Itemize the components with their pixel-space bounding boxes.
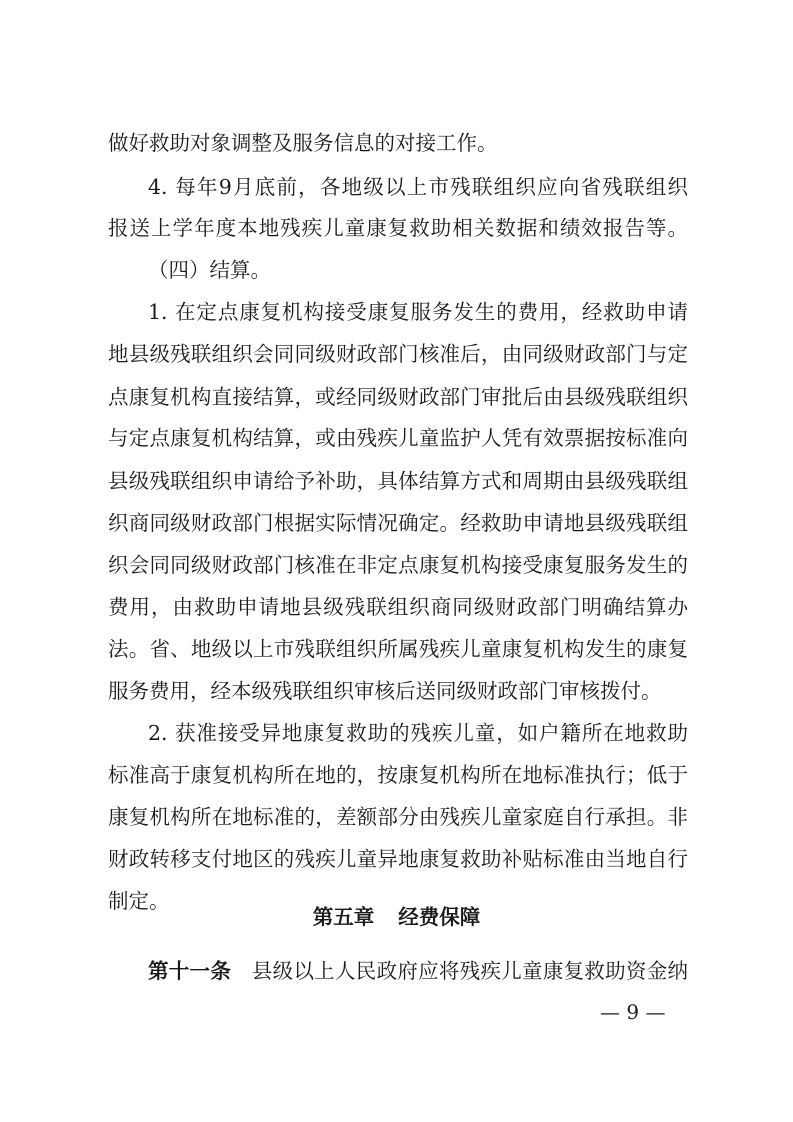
chapter-heading [0, 902, 793, 932]
text-line: 织会同同级财政部门核准在非定点康复机构接受康复服务发生的 [108, 553, 688, 577]
text-line: 标准高于康复机构所在地的，按康复机构所在地标准执行；低于 [108, 763, 688, 787]
text-line: 县级残联组织申请给予补助，具体结算方式和周期由县级残联组 [108, 469, 688, 493]
text-line: 做好救助对象调整及服务信息的对接工作。 [108, 131, 498, 155]
chapter-title: 经费保障 [398, 905, 481, 929]
text-line: 2. 获准接受异地康复救助的残疾儿童，如户籍所在地救助 [148, 721, 688, 745]
article-text: 县级以上人民政府应将残疾儿童康复救助资金纳 [251, 959, 688, 983]
text-line: 康复机构所在地标准的，差额部分由残疾儿童家庭自行承担。非 [108, 805, 688, 829]
article-label: 第十一条 [148, 959, 232, 983]
text-line: 法。省、地级以上市残联组织所属残疾儿童康复机构发生的康复 [108, 637, 688, 661]
text-line: 费用，由救助申请地县级残联组织商同级财政部门明确结算办 [108, 595, 688, 619]
article-line [148, 956, 688, 986]
text-line: 与定点康复机构结算，或由残疾儿童监护人凭有效票据按标准向 [108, 426, 688, 450]
text-line: 1. 在定点康复机构接受康复服务发生的费用，经救助申请 [148, 300, 688, 324]
text-line: 报送上学年度本地残疾儿童康复救助相关数据和绩效报告等。 [108, 216, 688, 240]
text-line: 点康复机构直接结算，或经同级财政部门审批后由县级残联组织 [108, 385, 688, 409]
text-line: 财政转移支付地区的残疾儿童异地康复救助补贴标准由当地自行 [108, 847, 688, 871]
text-line: 织商同级财政部门根据实际情况确定。经救助申请地县级残联组 [108, 511, 688, 535]
page-number: — 9 — [600, 1000, 666, 1024]
section-heading: （四）结算。 [148, 258, 271, 282]
text-line: 服务费用，经本级残联组织审核后送同级财政部门审核拨付。 [108, 679, 662, 703]
text-line: 制定。 [108, 889, 170, 913]
text-line: 4. 每年9月底前，各地级以上市残联组织应向省残联组织 [148, 175, 688, 199]
text-line: 地县级残联组织会同同级财政部门核准后，由同级财政部门与定 [108, 342, 688, 366]
chapter-number: 第五章 [312, 905, 375, 929]
